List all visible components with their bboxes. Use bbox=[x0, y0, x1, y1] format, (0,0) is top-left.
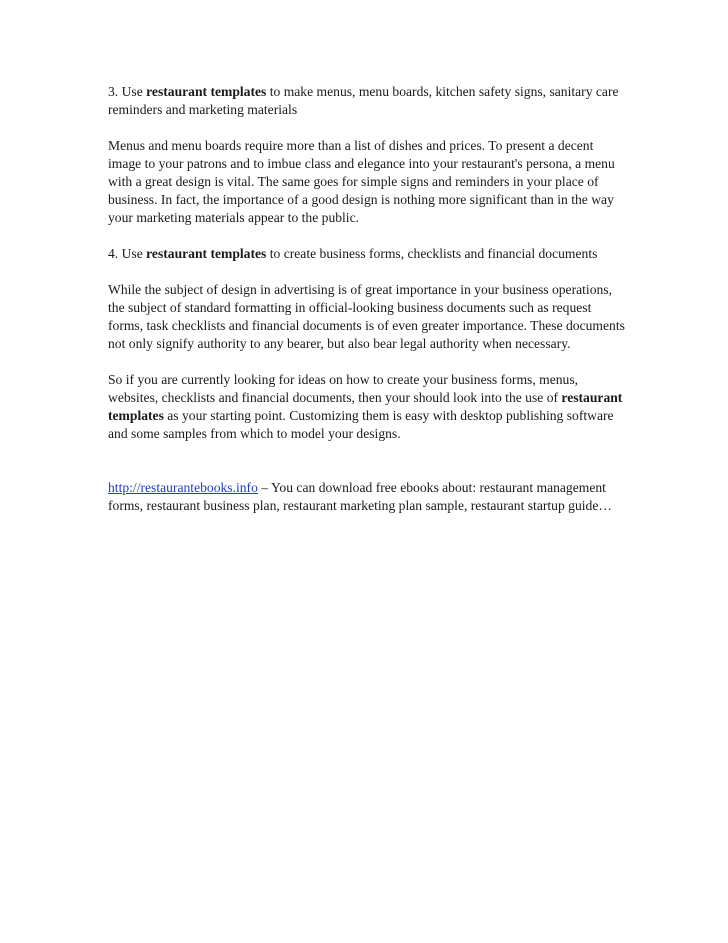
tip-4-suffix: to create business forms, checklists and financial documents bbox=[266, 246, 598, 261]
paragraph-tip-4-heading bbox=[108, 245, 628, 263]
paragraph-business-documents: While the subject of design in advertising is of great importance in your business operations, the subject of standard formatting in official-looking business documents such as request forms, task checklists and financial documents is of even greater importance. These documents not only signify authority to any bearer, but also bear legal authority when necessary. bbox=[108, 282, 625, 351]
restaurantebooks-link[interactable]: http://restaurantebooks.info bbox=[108, 480, 258, 495]
paragraph-conclusion bbox=[108, 371, 628, 443]
conclusion-keyword: restaurant templates bbox=[108, 390, 623, 423]
paragraph-ebooks-link bbox=[108, 479, 628, 515]
tip-3-suffix: to make menus, menu boards, kitchen safety signs, sanitary care reminders and marketing materials bbox=[108, 84, 619, 117]
tip-3-prefix: 3. Use bbox=[108, 84, 147, 99]
conclusion-suffix: as your starting point. Customizing them is easy with desktop publishing software and some samples from which to model your designs. bbox=[108, 408, 614, 441]
tip-3-keyword: restaurant templates bbox=[146, 84, 267, 99]
tip-4-keyword: restaurant templates bbox=[146, 246, 267, 261]
conclusion-prefix: So if you are currently looking for ideas on how to create your business forms, menus, websites, checklists and financial documents, then your should look into the use of bbox=[108, 372, 579, 405]
paragraph-tip-3-heading bbox=[108, 83, 628, 119]
document-body bbox=[108, 83, 628, 533]
tip-4-prefix: 4. Use bbox=[108, 246, 147, 261]
paragraph-menus-design: Menus and menu boards require more than a list of dishes and prices. To present a decent image to your patrons and to imbue class and elegance into your restaurant's persona, a menu with a great design is vital. The same goes for simple signs and reminders in your place of business. In fact, the importance of a good design is nothing more significant than in the way your marketing materials appear to the public. bbox=[108, 138, 615, 225]
ebooks-description: – You can download free ebooks about: restaurant management forms, restaurant business plan, restaurant marketing plan sample, restaurant startup guide… bbox=[108, 480, 612, 513]
